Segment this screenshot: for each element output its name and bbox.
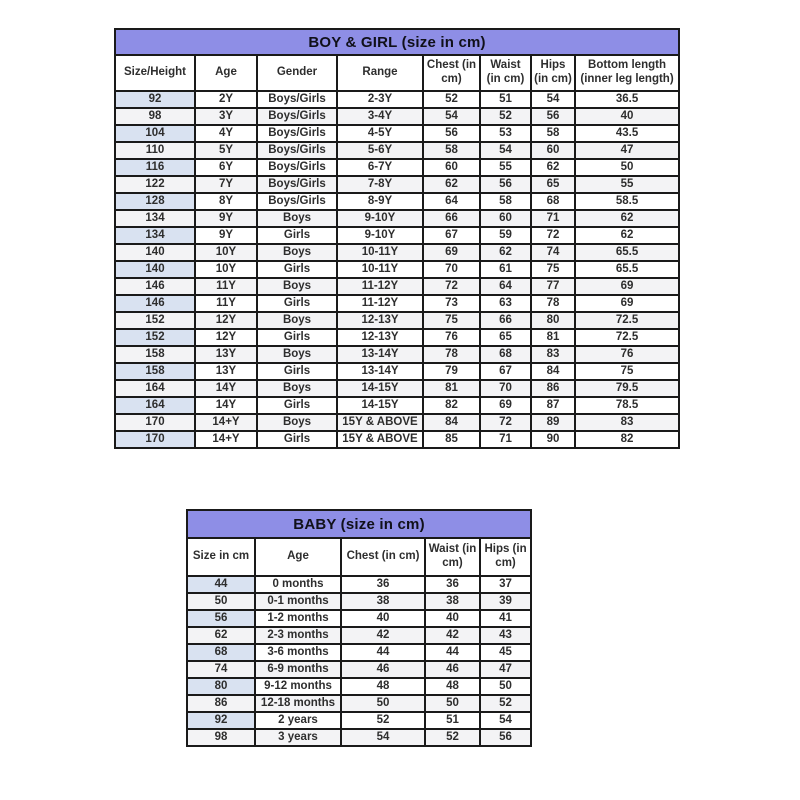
age-cell: 8Y [195,193,257,210]
chest-cell: 54 [341,729,425,746]
gender-cell: Girls [257,295,337,312]
gender-cell: Boys/Girls [257,108,337,125]
column-header: Hips (in cm) [531,55,575,91]
age-cell: 1-2 months [255,610,341,627]
column-header: Waist (in cm) [480,55,531,91]
table-row [115,414,679,431]
column-header: Hips (in cm) [480,538,531,576]
size-cell: 74 [187,661,255,678]
waist-cell: 66 [480,312,531,329]
baby-table-body [187,576,531,746]
gender-cell: Girls [257,329,337,346]
bottom-length-cell: 36.5 [575,91,679,108]
hips-cell: 81 [531,329,575,346]
waist-cell: 67 [480,363,531,380]
gender-cell: Girls [257,431,337,448]
size-height-cell: 140 [115,261,195,278]
chest-cell: 56 [423,125,480,142]
size-height-cell: 104 [115,125,195,142]
chest-cell: 64 [423,193,480,210]
bottom-length-cell: 72.5 [575,312,679,329]
hips-cell: 74 [531,244,575,261]
age-cell: 9Y [195,210,257,227]
chest-cell: 85 [423,431,480,448]
gender-cell: Girls [257,397,337,414]
hips-cell: 72 [531,227,575,244]
waist-cell: 50 [425,695,480,712]
table-row [115,142,679,159]
waist-cell: 44 [425,644,480,661]
chest-cell: 42 [341,627,425,644]
table-row [187,678,531,695]
age-cell: 14Y [195,380,257,397]
hips-cell: 39 [480,593,531,610]
boy-girl-table-body [115,91,679,448]
column-header: Size/Height [115,55,195,91]
waist-cell: 56 [480,176,531,193]
bottom-length-cell: 62 [575,227,679,244]
hips-cell: 71 [531,210,575,227]
chest-cell: 84 [423,414,480,431]
range-cell: 12-13Y [337,312,423,329]
size-height-cell: 128 [115,193,195,210]
chest-cell: 72 [423,278,480,295]
gender-cell: Boys [257,414,337,431]
age-cell: 10Y [195,244,257,261]
waist-cell: 71 [480,431,531,448]
waist-cell: 52 [425,729,480,746]
age-cell: 2-3 months [255,627,341,644]
bottom-length-cell: 82 [575,431,679,448]
table-row [187,627,531,644]
table-row [115,210,679,227]
hips-cell: 87 [531,397,575,414]
waist-cell: 53 [480,125,531,142]
waist-cell: 65 [480,329,531,346]
age-cell: 14Y [195,397,257,414]
age-cell: 0-1 months [255,593,341,610]
bottom-length-cell: 72.5 [575,329,679,346]
age-cell: 3Y [195,108,257,125]
table-row [115,125,679,142]
table-row [187,576,531,593]
chest-cell: 78 [423,346,480,363]
hips-cell: 56 [480,729,531,746]
waist-cell: 61 [480,261,531,278]
chest-cell: 69 [423,244,480,261]
range-cell: 10-11Y [337,244,423,261]
boy-girl-table-title: BOY & GIRL (size in cm) [115,29,679,55]
size-height-cell: 146 [115,278,195,295]
table-row [115,329,679,346]
column-header: Age [255,538,341,576]
size-height-cell: 170 [115,414,195,431]
gender-cell: Boys/Girls [257,125,337,142]
chest-cell: 70 [423,261,480,278]
age-cell: 2Y [195,91,257,108]
size-height-cell: 152 [115,312,195,329]
age-cell: 11Y [195,295,257,312]
waist-cell: 51 [425,712,480,729]
bottom-length-cell: 58.5 [575,193,679,210]
table-row [115,176,679,193]
range-cell: 15Y & ABOVE [337,431,423,448]
size-height-cell: 152 [115,329,195,346]
bottom-length-cell: 65.5 [575,244,679,261]
waist-cell: 69 [480,397,531,414]
age-cell: 0 months [255,576,341,593]
bottom-length-cell: 50 [575,159,679,176]
hips-cell: 90 [531,431,575,448]
chest-cell: 52 [341,712,425,729]
waist-cell: 36 [425,576,480,593]
table-row [115,295,679,312]
chest-cell: 82 [423,397,480,414]
table-row [187,593,531,610]
column-header: Bottom length (inner leg length) [575,55,679,91]
gender-cell: Boys/Girls [257,91,337,108]
range-cell: 4-5Y [337,125,423,142]
chest-cell: 81 [423,380,480,397]
hips-cell: 41 [480,610,531,627]
size-height-cell: 164 [115,397,195,414]
range-cell: 2-3Y [337,91,423,108]
range-cell: 3-4Y [337,108,423,125]
hips-cell: 60 [531,142,575,159]
table-row [187,695,531,712]
hips-cell: 89 [531,414,575,431]
range-cell: 5-6Y [337,142,423,159]
gender-cell: Boys [257,278,337,295]
hips-cell: 54 [531,91,575,108]
chest-cell: 50 [341,695,425,712]
waist-cell: 59 [480,227,531,244]
bottom-length-cell: 55 [575,176,679,193]
table-row [115,431,679,448]
range-cell: 13-14Y [337,346,423,363]
baby-banner-row [187,510,531,538]
waist-cell: 72 [480,414,531,431]
size-cell: 98 [187,729,255,746]
gender-cell: Boys [257,244,337,261]
age-cell: 6Y [195,159,257,176]
chest-cell: 60 [423,159,480,176]
age-cell: 4Y [195,125,257,142]
size-height-cell: 134 [115,227,195,244]
column-header: Chest (in cm) [423,55,480,91]
size-cell: 68 [187,644,255,661]
gender-cell: Boys/Girls [257,193,337,210]
table-row [115,261,679,278]
waist-cell: 64 [480,278,531,295]
chest-cell: 48 [341,678,425,695]
table-row [115,244,679,261]
chest-cell: 38 [341,593,425,610]
chest-cell: 75 [423,312,480,329]
bottom-length-cell: 47 [575,142,679,159]
chest-cell: 40 [341,610,425,627]
table-row [187,729,531,746]
chest-cell: 36 [341,576,425,593]
bottom-length-cell: 78.5 [575,397,679,414]
bottom-length-cell: 69 [575,295,679,312]
waist-cell: 63 [480,295,531,312]
age-cell: 2 years [255,712,341,729]
size-cell: 80 [187,678,255,695]
boy-girl-size-table [114,28,680,449]
table-row [115,380,679,397]
table-row [115,108,679,125]
chest-cell: 66 [423,210,480,227]
gender-cell: Boys/Girls [257,176,337,193]
bottom-length-cell: 75 [575,363,679,380]
hips-cell: 47 [480,661,531,678]
table-row [187,644,531,661]
hips-cell: 83 [531,346,575,363]
size-cell: 44 [187,576,255,593]
age-cell: 5Y [195,142,257,159]
gender-cell: Boys/Girls [257,142,337,159]
range-cell: 14-15Y [337,380,423,397]
waist-cell: 58 [480,193,531,210]
range-cell: 14-15Y [337,397,423,414]
range-cell: 11-12Y [337,295,423,312]
table-row [115,227,679,244]
bottom-length-cell: 69 [575,278,679,295]
bottom-length-cell: 40 [575,108,679,125]
table-row [115,91,679,108]
waist-cell: 38 [425,593,480,610]
waist-cell: 48 [425,678,480,695]
age-cell: 9-12 months [255,678,341,695]
baby-header-row [187,538,531,576]
table-row [187,712,531,729]
age-cell: 12Y [195,329,257,346]
range-cell: 15Y & ABOVE [337,414,423,431]
table-row [115,193,679,210]
chest-cell: 58 [423,142,480,159]
hips-cell: 37 [480,576,531,593]
column-header: Waist (in cm) [425,538,480,576]
range-cell: 8-9Y [337,193,423,210]
age-cell: 10Y [195,261,257,278]
column-header: Range [337,55,423,91]
table-row [115,278,679,295]
age-cell: 12-18 months [255,695,341,712]
bottom-length-cell: 83 [575,414,679,431]
gender-cell: Boys [257,346,337,363]
bottom-length-cell: 65.5 [575,261,679,278]
gender-cell: Girls [257,363,337,380]
size-height-cell: 146 [115,295,195,312]
waist-cell: 46 [425,661,480,678]
age-cell: 14+Y [195,431,257,448]
column-header: Size in cm [187,538,255,576]
hips-cell: 86 [531,380,575,397]
chest-cell: 44 [341,644,425,661]
waist-cell: 60 [480,210,531,227]
column-header: Age [195,55,257,91]
gender-cell: Girls [257,261,337,278]
waist-cell: 40 [425,610,480,627]
waist-cell: 42 [425,627,480,644]
bottom-length-cell: 79.5 [575,380,679,397]
size-height-cell: 116 [115,159,195,176]
waist-cell: 62 [480,244,531,261]
range-cell: 12-13Y [337,329,423,346]
range-cell: 13-14Y [337,363,423,380]
age-cell: 13Y [195,363,257,380]
chest-cell: 54 [423,108,480,125]
hips-cell: 43 [480,627,531,644]
table-row [187,661,531,678]
waist-cell: 68 [480,346,531,363]
range-cell: 7-8Y [337,176,423,193]
table-row [115,397,679,414]
size-height-cell: 170 [115,431,195,448]
boy-girl-header-row [115,55,679,91]
gender-cell: Girls [257,227,337,244]
column-header: Gender [257,55,337,91]
table-row [115,312,679,329]
hips-cell: 54 [480,712,531,729]
table-row [115,363,679,380]
hips-cell: 84 [531,363,575,380]
range-cell: 9-10Y [337,227,423,244]
hips-cell: 80 [531,312,575,329]
table-row [115,346,679,363]
waist-cell: 51 [480,91,531,108]
chest-cell: 46 [341,661,425,678]
age-cell: 7Y [195,176,257,193]
size-height-cell: 92 [115,91,195,108]
age-cell: 14+Y [195,414,257,431]
chest-cell: 62 [423,176,480,193]
bottom-length-cell: 43.5 [575,125,679,142]
hips-cell: 50 [480,678,531,695]
bottom-length-cell: 76 [575,346,679,363]
waist-cell: 52 [480,108,531,125]
table-row [115,159,679,176]
chest-cell: 79 [423,363,480,380]
gender-cell: Boys [257,210,337,227]
size-height-cell: 134 [115,210,195,227]
chest-cell: 52 [423,91,480,108]
hips-cell: 45 [480,644,531,661]
size-height-cell: 164 [115,380,195,397]
age-cell: 3-6 months [255,644,341,661]
baby-table-title: BABY (size in cm) [187,510,531,538]
age-cell: 13Y [195,346,257,363]
hips-cell: 52 [480,695,531,712]
hips-cell: 58 [531,125,575,142]
range-cell: 9-10Y [337,210,423,227]
age-cell: 12Y [195,312,257,329]
age-cell: 6-9 months [255,661,341,678]
hips-cell: 77 [531,278,575,295]
waist-cell: 70 [480,380,531,397]
range-cell: 11-12Y [337,278,423,295]
hips-cell: 62 [531,159,575,176]
chest-cell: 67 [423,227,480,244]
chest-cell: 73 [423,295,480,312]
size-height-cell: 122 [115,176,195,193]
size-cell: 62 [187,627,255,644]
hips-cell: 68 [531,193,575,210]
waist-cell: 55 [480,159,531,176]
hips-cell: 56 [531,108,575,125]
age-cell: 11Y [195,278,257,295]
size-cell: 86 [187,695,255,712]
size-cell: 50 [187,593,255,610]
chest-cell: 76 [423,329,480,346]
size-height-cell: 110 [115,142,195,159]
hips-cell: 78 [531,295,575,312]
waist-cell: 54 [480,142,531,159]
boy-girl-banner-row [115,29,679,55]
table-row [187,610,531,627]
size-cell: 56 [187,610,255,627]
gender-cell: Boys/Girls [257,159,337,176]
gender-cell: Boys [257,380,337,397]
size-height-cell: 98 [115,108,195,125]
size-height-cell: 158 [115,346,195,363]
hips-cell: 75 [531,261,575,278]
size-height-cell: 140 [115,244,195,261]
range-cell: 6-7Y [337,159,423,176]
size-height-cell: 158 [115,363,195,380]
bottom-length-cell: 62 [575,210,679,227]
age-cell: 9Y [195,227,257,244]
hips-cell: 65 [531,176,575,193]
gender-cell: Boys [257,312,337,329]
size-cell: 92 [187,712,255,729]
baby-size-table [186,509,532,747]
age-cell: 3 years [255,729,341,746]
range-cell: 10-11Y [337,261,423,278]
column-header: Chest (in cm) [341,538,425,576]
